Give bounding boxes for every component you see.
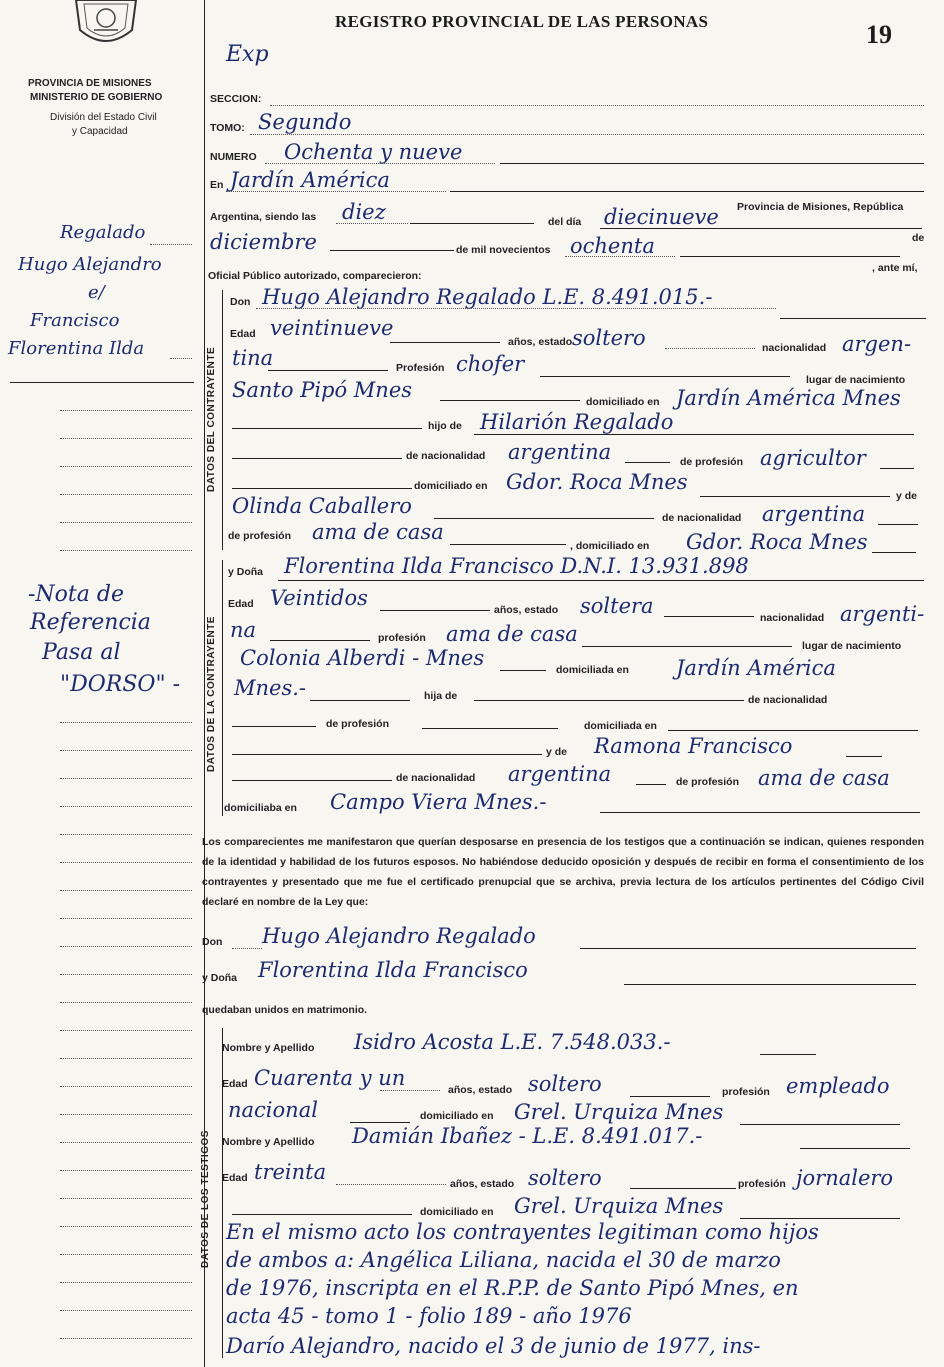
margin-note-4: "DORSO" - [60,672,181,697]
t1-nombre-label: Nombre y Apellido [222,1042,315,1054]
c1-de-prof-label: de profesión [680,456,744,468]
c1-lugar: Santo Pipó Mnes [232,378,413,402]
c2-profesion: ama de casa [446,622,578,646]
c1-madre: Olinda Caballero [232,494,412,518]
t2-profesion-label: profesión [738,1178,786,1190]
nota-line-1: En el mismo acto los contrayentes legitiman como hijos [226,1220,819,1244]
c1-madre-nac: argentina [762,502,866,526]
decl-dona-label: y Doña [202,972,238,984]
nota-line-2: de ambos a: Angélica Liliana, nacida el 30 de marzo [226,1248,781,1272]
oficial-label: Oficial Público autorizado, comparecieron: [208,270,422,282]
c2-domiciliaba-label: domiciliaba en [224,802,297,814]
c2-profesion-label: profesión [378,632,426,644]
don-label: Don [230,296,251,308]
c2-de-nac-label: de nacionalidad [748,694,828,706]
dia-value: diecinueve [604,205,719,229]
margin-name-2: Hugo Alejandro [18,254,162,275]
decl-don-label: Don [202,936,223,948]
t2-edad: treinta [254,1160,327,1184]
tomo-label: TOMO: [210,122,245,134]
c1-padre-nac: argentina [508,440,612,464]
t1-anios-label: años, estado [448,1084,513,1096]
coat-of-arms-icon [70,0,142,50]
margin-note-2: Referencia [30,610,151,635]
t2-anios-label: años, estado [450,1178,515,1190]
margin-name-1: Regalado [60,222,146,243]
c2-madre: Ramona Francisco [594,734,793,758]
mes-value: diciembre [210,230,317,254]
c1-estado: soltero [572,326,646,350]
c1-padre-dom: Gdor. Roca Mnes [506,470,688,494]
c1-madre-prof: ama de casa [312,520,444,544]
numero-value: Ochenta y nueve [284,140,463,164]
tomo-value: Segundo [258,110,352,134]
c1-madre-dom: Gdor. Roca Mnes [686,530,868,554]
ante-label: , ante mí, [872,262,918,274]
c2-edad-label: Edad [228,598,254,610]
t2-domicilio-label: domiciliado en [420,1206,494,1218]
seccion-label: SECCION: [210,93,262,105]
division-name: División del Estado Civil [50,112,157,123]
en-value: Jardín América [230,168,390,192]
nota-line-4: acta 45 - tomo 1 - folio 189 - año 1976 [226,1304,632,1328]
ministry-name: MINISTERIO DE GOBIERNO [30,92,163,103]
c1-de-prof-label-2: de profesión [228,530,292,542]
c2-madre-dom: Campo Viera Mnes.- [330,790,547,814]
section-label-testigos: DATOS DE LOS TESTIGOS [200,1130,211,1268]
c1-hijo-label: hijo de [428,420,462,432]
argentina-label: Argentina, siendo las [210,211,317,223]
c2-domiciliada-label: domiciliada en [584,720,657,732]
t2-domicilio: Grel. Urquiza Mnes [514,1194,724,1218]
c1-lugar-label: lugar de nacimiento [806,374,906,386]
numero-label: NUMERO [210,151,257,163]
c2-lugar-label: lugar de nacimiento [802,640,902,652]
c2-nacionalidad-2: na [230,618,257,642]
margin-name-3: Francisco [30,310,120,331]
t2-nombre-label: Nombre y Apellido [222,1136,315,1148]
t1-domicilio: Grel. Urquiza Mnes [514,1100,724,1124]
province-name: PROVINCIA DE MISIONES [28,78,152,89]
c2-domicilio-2: Mnes.- [234,676,307,700]
section-label-contrayente: DATOS DEL CONTRAYENTE [206,346,217,492]
t1-domicilio-label: domiciliado en [420,1110,494,1122]
t2-nombre: Damián Ibañez - L.E. 8.491.017.- [352,1124,703,1148]
declaracion-paragraph: Los comparecientes me manifestaron que querían desposarse en presencia de los testigos que a continuación se indican, quienes responden de la identidad y habilidad de los futuros esposos. No habiéndose deducido oposición y después de recibir en forma el consentimiento de los contrayentes y presentado que me fue el certificado prenupcial que se archiva, previa lectura de los artículos pertinentes del Código Civil declaré en nombre de la Ley que: [202,836,924,908]
t1-profesion-label: profesión [722,1086,770,1098]
t1-edad: Cuarenta y un [254,1066,406,1090]
t1-profesion-1: empleado [786,1074,890,1098]
c2-de-prof-label: de profesión [326,718,390,730]
margin-note-3: Pasa al [42,640,121,665]
c1-domicilio-label-2: domiciliado en [414,480,488,492]
c2-de-nac-label-2: de nacionalidad [396,772,476,784]
c1-y-de-label: y de [896,490,918,502]
provincia-label: Provincia de Misiones, República [737,201,904,213]
t2-estado: soltero [528,1166,602,1190]
c1-padre-prof: agricultor [760,446,866,470]
c1-anios-label: años, estado [508,336,573,348]
quedaban-label: quedaban unidos en matrimonio. [202,1004,368,1016]
de-label: de [912,232,925,244]
c2-dona-label: y Doña [228,566,264,578]
del-dia-label: del día [548,216,582,228]
hora-value: diez [342,200,386,224]
decl-don-nombre: Hugo Alejandro Regalado [262,924,536,948]
c1-domicilio-label-3: , domiciliado en [570,540,650,552]
c2-domicilio: Jardín América [676,656,836,680]
c2-hija-label: hija de [424,690,458,702]
c1-padre: Hilarión Regalado [480,410,674,434]
c2-madre-prof: ama de casa [758,766,890,790]
c2-nombre: Florentina Ilda Francisco D.N.I. 13.931.898 [284,554,749,578]
c1-domicilio: Jardín América Mnes [676,386,901,410]
section-label-contrayente-2: DATOS DE LA CONTRAYENTE [206,616,217,772]
decl-dona-nombre: Florentina Ilda Francisco [258,958,528,982]
t1-profesion-2: nacional [228,1098,318,1122]
c1-profesion: chofer [456,352,525,376]
anio-value: ochenta [570,234,655,258]
c2-de-prof-label-2: de profesión [676,776,740,788]
margin-name-4: Florentina Ilda [8,338,145,359]
c2-nacionalidad-label: nacionalidad [760,612,825,624]
margin-note-1: -Nota de [28,582,124,607]
nota-line-5: Darío Alejandro, nacido el 3 de junio de 1977, ins- [226,1334,761,1358]
c1-edad-label: Edad [230,328,256,340]
c2-y-de-label: y de [546,746,568,758]
t1-edad-label: Edad [222,1078,248,1090]
page-number: 19 [866,20,892,49]
c2-nacionalidad-1: argenti- [840,602,925,626]
c1-nombre: Hugo Alejandro Regalado L.E. 8.491.015.- [262,285,713,309]
en-label: En [210,179,224,191]
c2-domicilio-label: domiciliada en [556,664,629,676]
t1-nombre: Isidro Acosta L.E. 7.548.033.- [354,1030,671,1054]
c1-de-nac-label-2: de nacionalidad [662,512,742,524]
c2-edad: Veintidos [270,586,368,610]
c1-nacionalidad-1: argen- [842,332,912,356]
corner-note: Exp [226,42,269,67]
c2-madre-nac: argentina [508,762,612,786]
c1-domicilio-label: domiciliado en [586,396,660,408]
c2-lugar: Colonia Alberdi - Mnes [240,646,485,670]
margin-connector: e/ [88,282,105,303]
mil-label: de mil novecientos [456,244,551,256]
c1-profesion-label: Profesión [396,362,445,374]
t2-edad-label: Edad [222,1172,248,1184]
division-name-2: y Capacidad [72,126,128,137]
nota-line-3: de 1976, inscripta en el R.P.P. de Santo Pipó Mnes, en [226,1276,799,1300]
c1-de-nac-label: de nacionalidad [406,450,486,462]
t2-profesion: jornalero [796,1166,894,1190]
c2-estado: soltera [580,594,654,618]
c1-nacionalidad-2: tina [232,346,274,370]
c1-edad: veintinueve [270,316,394,340]
registry-title: REGISTRO PROVINCIAL DE LAS PERSONAS [335,12,709,31]
c1-nacionalidad-label: nacionalidad [762,342,827,354]
t1-estado: soltero [528,1072,602,1096]
c2-anios-label: años, estado [494,604,559,616]
